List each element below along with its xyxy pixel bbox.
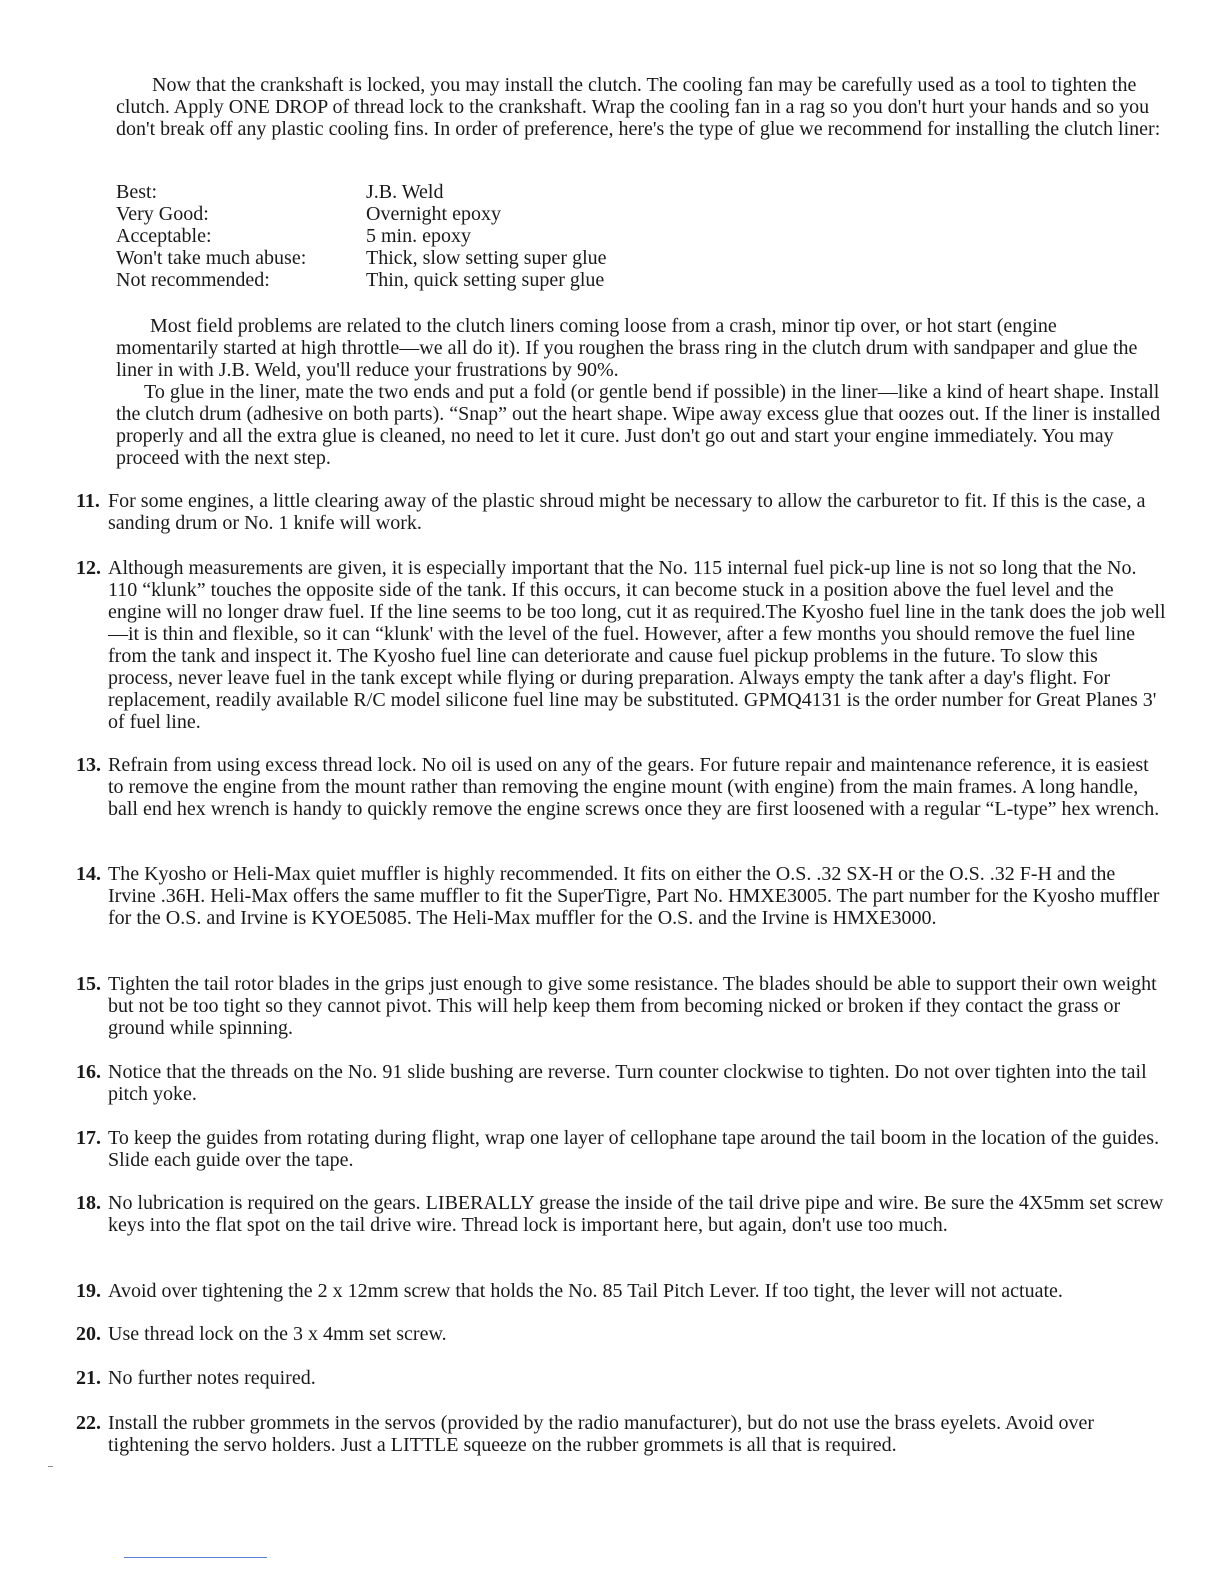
glue-type-value: J.B. Weld <box>366 181 444 203</box>
note-item <box>76 1412 1166 1456</box>
glue-type-value: Overnight epoxy <box>366 203 501 225</box>
glue-row <box>116 269 607 291</box>
intro-paragraph-block <box>116 74 1162 140</box>
note-number: 14. <box>76 863 101 885</box>
note-text: Use thread lock on the 3 x 4mm set screw. <box>108 1323 447 1345</box>
note-item <box>76 1367 1166 1389</box>
note-number: 22. <box>76 1412 101 1434</box>
note-number: 19. <box>76 1280 101 1302</box>
glue-rating-label: Acceptable: <box>116 225 212 247</box>
glue-row <box>116 181 607 203</box>
glue-type-value: 5 min. epoxy <box>366 225 471 247</box>
note-item <box>76 754 1166 820</box>
glue-type-value: Thin, quick setting super glue <box>366 269 605 291</box>
glue-row <box>116 203 607 225</box>
note-item <box>76 973 1166 1039</box>
glue-row <box>116 225 607 247</box>
footer-rule <box>124 1557 267 1558</box>
note-number: 18. <box>76 1192 101 1214</box>
note-number: 15. <box>76 973 101 995</box>
note-text: Avoid over tightening the 2 x 12mm screw that holds the No. 85 Tail Pitch Lever. If too tight, the lever will not actuate. <box>108 1280 1063 1302</box>
intro-paragraph: Now that the crankshaft is locked, you may install the clutch. The cooling fan may be carefully used as a tool to tighten the clutch. Apply ONE DROP of thread lock to the crankshaft. Wrap the cooling fan in a rag so you don't hurt your hands and so you don't break off any plastic cooling fins. In order of preference, here's the type of glue we recommend for installing the clutch liner: <box>116 74 1161 140</box>
note-item <box>76 490 1166 534</box>
note-text: Notice that the threads on the No. 91 slide bushing are reverse. Turn counter clockwise to tighten. Do not over tighten into the tail pitch yoke. <box>108 1061 1147 1105</box>
note-number: 20. <box>76 1323 101 1345</box>
glue-row <box>116 247 607 269</box>
note-text: To keep the guides from rotating during flight, wrap one layer of cellophane tape around the tail boom in the location of the guides. Slide each guide over the tape. <box>108 1127 1160 1171</box>
note-text: Tighten the tail rotor blades in the grips just enough to give some resistance. The blades should be able to support their own weight but not be too tight so they cannot pivot. This will help keep them from becoming nicked or broken if they contact the grass or ground while spinning. <box>108 973 1157 1039</box>
glue-liner-paragraph: To glue in the liner, mate the two ends and put a fold (or gentle bend if possible) in the liner—like a kind of heart shape. Install the clutch drum (adhesive on both parts). “Snap” out the heart shape. Wipe away excess glue that oozes out. If the liner is installed properly and all the extra glue is cleaned, no need to let it cure. Just don't go out and start your engine immediately. You may proceed with the next step. <box>116 381 1161 469</box>
note-text: For some engines, a little clearing away of the plastic shroud might be necessary to allow the carburetor to fit. If this is the case, a sanding drum or No. 1 knife will work. <box>108 490 1146 534</box>
glue-preference-table <box>116 181 607 291</box>
note-item <box>76 863 1166 929</box>
glue-rating-label: Best: <box>116 181 158 203</box>
glue-rating-label: Not recommended: <box>116 269 270 291</box>
note-item <box>76 1280 1166 1302</box>
field-problems-block <box>116 315 1162 381</box>
note-number: 12. <box>76 557 101 579</box>
note-number: 21. <box>76 1367 101 1389</box>
scan-mark <box>48 1466 53 1467</box>
note-number: 17. <box>76 1127 101 1149</box>
note-item <box>76 1192 1166 1236</box>
note-item <box>76 1061 1166 1105</box>
note-number: 16. <box>76 1061 101 1083</box>
note-item <box>76 1127 1166 1171</box>
note-number: 11. <box>76 490 100 512</box>
note-number: 13. <box>76 754 101 776</box>
glue-rating-label: Won't take much abuse: <box>116 247 307 269</box>
glue-rating-label: Very Good: <box>116 203 209 225</box>
glue-type-value: Thick, slow setting super glue <box>366 247 607 269</box>
note-item <box>76 1323 1166 1345</box>
note-text: No lubrication is required on the gears. LIBERALLY grease the inside of the tail drive pipe and wire. Be sure the 4X5mm set screw keys into the flat spot on the tail drive wire. Thread lock is important here, but again, don't use too much. <box>108 1192 1164 1236</box>
note-item <box>76 557 1166 733</box>
note-text: No further notes required. <box>108 1367 316 1389</box>
note-text: Install the rubber grommets in the servos (provided by the radio manufacturer), but do not use the brass eyelets. Avoid over tightening the servo holders. Just a LITTLE squeeze on the rubber grommets is all that is required. <box>108 1412 1095 1456</box>
field-problems-paragraph: Most field problems are related to the clutch liners coming loose from a crash, minor tip over, or hot start (engine momentarily started at high throttle—we all do it). If you roughen the brass ring in the clutch drum with sandpaper and glue the liner in with J.B. Weld, you'll reduce your frustrations by 90%. <box>116 315 1138 381</box>
note-text: Although measurements are given, it is especially important that the No. 115 internal fuel pick-up line is not so long that the No. 110 “klunk” touches the opposite side of the tank. If this occurs, it can become stuck in a position above the fuel level and the engine will no longer draw fuel. If the line seems to be too long, cut it as required.The Kyosho fuel line in the tank does the job well—it is thin and flexible, so it can “klunk' with the level of the fuel. However, after a few months you should remove the fuel line from the tank and inspect it. The Kyosho fuel line can deteriorate and cause fuel pickup problems in the future. To slow this process, never leave fuel in the tank except while flying or during preparation. Always empty the tank after a day's flight. For replacement, readily available R/C model silicone fuel line may be substituted. GPMQ4131 is the order number for Great Planes 3' of fuel line. <box>108 557 1166 733</box>
note-text: The Kyosho or Heli-Max quiet muffler is highly recommended. It fits on either the O.S. .32 SX-H or the O.S. .32 F-H and the Irvine .36H. Heli-Max offers the same muffler to fit the SuperTigre, Part No. HMXE3005. The part number for the Kyosho muffler for the O.S. and Irvine is KYOE5085. The Heli-Max muffler for the O.S. and the Irvine is HMXE3000. <box>108 863 1160 929</box>
note-text: Refrain from using excess thread lock. No oil is used on any of the gears. For future repair and maintenance reference, it is easiest to remove the engine from the mount rather than removing the engine mount (with engine) from the main frames. A long handle, ball end hex wrench is handy to quickly remove the engine screws once they are first loosened with a regular “L-type” hex wrench. <box>108 754 1160 820</box>
glue-liner-block <box>116 381 1162 469</box>
